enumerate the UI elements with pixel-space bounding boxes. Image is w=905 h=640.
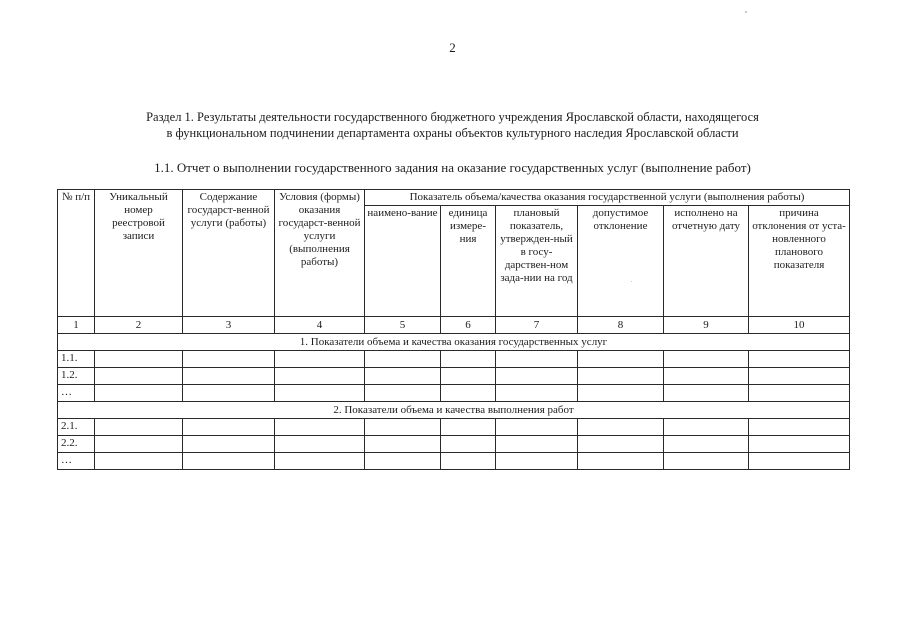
report-table bbox=[57, 189, 850, 470]
header-row-1 bbox=[58, 190, 850, 206]
table-cell bbox=[664, 351, 749, 368]
table-cell bbox=[749, 385, 850, 402]
column-number-row bbox=[58, 317, 850, 334]
row-number: … bbox=[58, 385, 95, 402]
table-cell bbox=[749, 453, 850, 470]
table-cell bbox=[183, 368, 275, 385]
subsection-title: 1.1. Отчет о выполнении государственного задания на оказание государственных услуг (выполнение работ) bbox=[154, 160, 751, 175]
table-cell bbox=[275, 351, 365, 368]
table-row bbox=[58, 419, 850, 436]
table-cell bbox=[664, 385, 749, 402]
header-executed: исполнено на отчетную дату bbox=[664, 206, 749, 317]
column-number: 1 bbox=[58, 317, 95, 334]
table-cell bbox=[664, 368, 749, 385]
column-number: 9 bbox=[664, 317, 749, 334]
table-cell bbox=[664, 453, 749, 470]
header-indicator-name: наимено-вание bbox=[365, 206, 441, 317]
table-cell bbox=[95, 453, 183, 470]
row-number: 2.2. bbox=[58, 436, 95, 453]
section-title bbox=[60, 109, 845, 141]
page-number: 2 bbox=[449, 40, 456, 55]
column-number: 10 bbox=[749, 317, 850, 334]
table-cell bbox=[275, 436, 365, 453]
row-number: … bbox=[58, 453, 95, 470]
table-cell bbox=[496, 351, 578, 368]
table-cell bbox=[365, 419, 441, 436]
section-1-row bbox=[58, 334, 850, 351]
table-cell bbox=[95, 436, 183, 453]
table-cell bbox=[749, 368, 850, 385]
table-cell bbox=[275, 453, 365, 470]
header-indicator-group: Показатель объема/качества оказания государственной услуги (выполнения работы) bbox=[365, 190, 850, 206]
table-cell bbox=[441, 453, 496, 470]
column-number: 2 bbox=[95, 317, 183, 334]
table-cell bbox=[183, 351, 275, 368]
table-cell bbox=[275, 368, 365, 385]
header-number: № п/п bbox=[58, 190, 95, 317]
header-unit: единица измере-ния bbox=[441, 206, 496, 317]
column-number: 7 bbox=[496, 317, 578, 334]
table-cell bbox=[365, 351, 441, 368]
table-cell bbox=[749, 436, 850, 453]
header-planned-value: плановый показатель, утвержден-ный в госу-дарствен-ном зада-нии на год bbox=[496, 206, 578, 317]
section-title-line-1: Раздел 1. Результаты деятельности государственного бюджетного учреждения Ярославской области, находящегося bbox=[146, 110, 759, 124]
table-row bbox=[58, 453, 850, 470]
table-cell bbox=[275, 419, 365, 436]
column-number: 4 bbox=[275, 317, 365, 334]
table-cell bbox=[183, 453, 275, 470]
column-number: 3 bbox=[183, 317, 275, 334]
table-cell bbox=[95, 368, 183, 385]
column-number: 5 bbox=[365, 317, 441, 334]
row-number: 2.1. bbox=[58, 419, 95, 436]
table-cell bbox=[496, 385, 578, 402]
table-row bbox=[58, 385, 850, 402]
table-cell bbox=[183, 436, 275, 453]
table-cell bbox=[441, 368, 496, 385]
table-row bbox=[58, 436, 850, 453]
table-cell bbox=[183, 419, 275, 436]
table-cell bbox=[578, 453, 664, 470]
table-cell bbox=[749, 419, 850, 436]
table-cell bbox=[496, 436, 578, 453]
table-cell bbox=[578, 368, 664, 385]
row-number: 1.1. bbox=[58, 351, 95, 368]
column-number: 6 bbox=[441, 317, 496, 334]
table-cell bbox=[496, 453, 578, 470]
header-registry-number: Уникальный номер реестровой записи bbox=[95, 190, 183, 317]
section-1-title: 1. Показатели объема и качества оказания государственных услуг bbox=[58, 334, 850, 351]
table-row bbox=[58, 351, 850, 368]
table-cell bbox=[664, 436, 749, 453]
table-cell bbox=[578, 351, 664, 368]
table-row bbox=[58, 368, 850, 385]
table-cell bbox=[578, 419, 664, 436]
table-cell bbox=[95, 351, 183, 368]
table-cell bbox=[275, 385, 365, 402]
table-cell bbox=[664, 419, 749, 436]
table-cell bbox=[183, 385, 275, 402]
header-service-content: Содержание государст-венной услуги (работы) bbox=[183, 190, 275, 317]
table-cell bbox=[578, 385, 664, 402]
header-service-conditions: Условия (формы) оказания государст-венной услуги (выполнения работы) bbox=[275, 190, 365, 317]
section-title-line-2: в функциональном подчинении департамента охраны объектов культурного наследия Ярославской области bbox=[166, 126, 739, 140]
table-cell bbox=[441, 351, 496, 368]
table-cell bbox=[496, 368, 578, 385]
section-2-row bbox=[58, 402, 850, 419]
table-cell bbox=[441, 436, 496, 453]
table-cell bbox=[578, 436, 664, 453]
table-cell bbox=[365, 368, 441, 385]
table-cell bbox=[365, 453, 441, 470]
table-cell bbox=[365, 436, 441, 453]
table-cell bbox=[95, 419, 183, 436]
table-cell bbox=[496, 419, 578, 436]
table-cell bbox=[441, 419, 496, 436]
column-number: 8 bbox=[578, 317, 664, 334]
table-cell bbox=[441, 385, 496, 402]
section-2-title: 2. Показатели объема и качества выполнения работ bbox=[58, 402, 850, 419]
row-number: 1.2. bbox=[58, 368, 95, 385]
scan-speck bbox=[631, 281, 632, 282]
table-cell bbox=[365, 385, 441, 402]
table-cell bbox=[749, 351, 850, 368]
scan-speck bbox=[745, 11, 747, 13]
header-allowed-deviation: допустимое отклонение bbox=[578, 206, 664, 317]
header-deviation-reason: причина отклонения от уста-новленного планового показателя bbox=[749, 206, 850, 317]
table-cell bbox=[95, 385, 183, 402]
